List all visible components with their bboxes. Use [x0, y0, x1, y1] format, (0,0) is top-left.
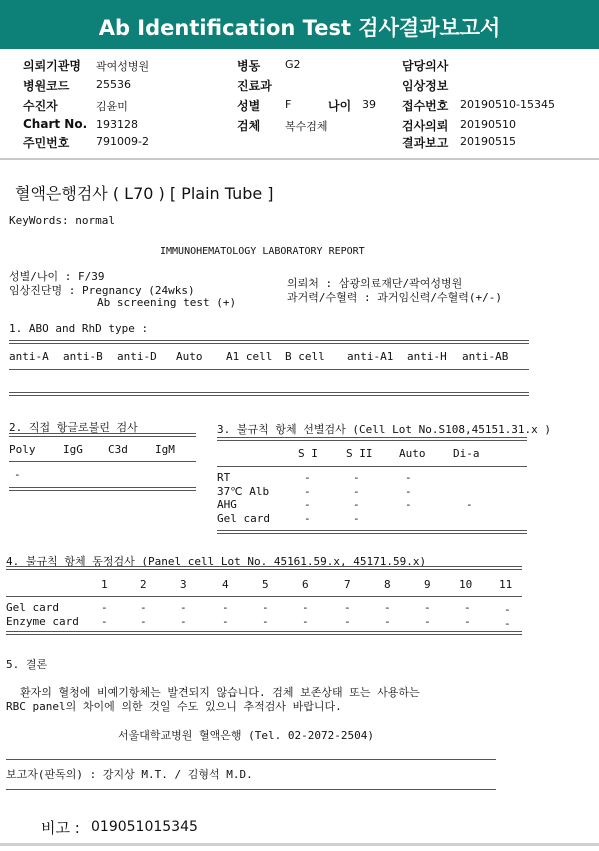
double-rule: [9, 340, 529, 344]
abo-header: anti-B: [63, 350, 103, 363]
clinical-diagnosis-2: Ab screening test (+): [97, 296, 237, 309]
single-rule: [217, 466, 527, 467]
panel-cell: -: [344, 615, 351, 628]
panel-header: 10: [459, 578, 473, 591]
header-value: 복수검체: [285, 120, 328, 133]
note-label: 비고 :: [41, 819, 80, 837]
screen-cell: -: [405, 498, 412, 511]
dat-header: Poly: [9, 443, 36, 456]
abo-header: anti-AB: [462, 350, 509, 363]
panel-row-label: Enzyme card: [6, 615, 79, 628]
screen-header: Auto: [399, 447, 426, 460]
panel-header: 3: [180, 578, 187, 591]
section1-title: 1. ABO and RhD type :: [9, 322, 149, 335]
sex-age: 성별/나이 : F/39: [9, 270, 105, 283]
panel-cell: -: [180, 615, 187, 628]
lab-report-title: IMMUNOHEMATOLOGY LABORATORY REPORT: [160, 246, 365, 257]
panel-cell: -: [262, 615, 269, 628]
screen-cell: -: [304, 498, 311, 511]
panel-cell: -: [464, 615, 471, 628]
panel-cell: -: [262, 601, 269, 614]
header-value: 20190510: [460, 118, 516, 131]
panel-header: 11: [499, 578, 513, 591]
panel-cell: -: [344, 601, 351, 614]
section4-title: 4. 불규칙 항체 동정검사 (Panel cell Lot No. 45161.59.x, 45171.59.x): [6, 555, 427, 568]
panel-cell: -: [464, 601, 471, 614]
panel-header: 1: [101, 578, 108, 591]
dat-header: IgM: [155, 443, 175, 456]
abo-header: A1 cell: [226, 350, 273, 363]
abo-header: B cell: [285, 350, 325, 363]
screen-row-label: AHG: [217, 498, 237, 511]
dat-value: -: [14, 468, 21, 481]
requester: 의뢰처 : 삼광의료재단/곽여성병원: [287, 277, 463, 290]
section2-title: 2. 직접 항글로불린 검사: [9, 421, 138, 434]
section3-title: 3. 불규칙 항체 선별검사 (Cell Lot No.S108,45151.31.x ): [217, 423, 552, 436]
header-label: 임상정보: [402, 79, 449, 93]
history: 과거력/수혈력 : 과거임신력/수혈력(+/-): [287, 291, 502, 304]
header-divider: [0, 158, 599, 160]
screen-cell: -: [353, 498, 360, 511]
hospital-contact: 서울대학교병원 혈액은행 (Tel. 02-2072-2504): [118, 729, 374, 742]
panel-cell: -: [140, 615, 147, 628]
abo-header: anti-A1: [347, 350, 394, 363]
screen-cell: -: [405, 471, 412, 484]
panel-cell: -: [302, 615, 309, 628]
single-rule: [6, 596, 522, 597]
header-label: 검사의뢰: [402, 119, 449, 133]
screen-cell: -: [353, 485, 360, 498]
header-label: 접수번호: [402, 99, 449, 113]
abo-header: anti-H: [407, 350, 447, 363]
footer-divider: [0, 843, 599, 846]
panel-cell: -: [424, 601, 431, 614]
panel-cell: -: [101, 601, 108, 614]
section5-title: 5. 결론: [6, 658, 48, 671]
panel-cell: -: [302, 601, 309, 614]
abo-header: Auto: [176, 350, 203, 363]
single-rule: [6, 789, 496, 790]
header-label: 병원코드: [23, 79, 70, 93]
header-value: 791009-2: [96, 135, 149, 148]
abo-header: anti-D: [117, 350, 157, 363]
screen-header: Di-a: [453, 447, 480, 460]
panel-row-label: Gel card: [6, 601, 59, 614]
panel-cell: -: [384, 615, 391, 628]
header-label: 의뢰기관명: [23, 59, 81, 73]
double-rule: [217, 437, 527, 441]
screen-cell: -: [353, 512, 360, 525]
header-value: 20190510-15345: [460, 98, 555, 111]
header-label: 수진자: [23, 99, 58, 113]
header-label: 병동: [237, 59, 261, 73]
panel-cell: -: [424, 615, 431, 628]
header-label: 성별: [237, 99, 261, 113]
screen-row-label: Gel card: [217, 512, 270, 525]
reporter: 보고자(판독의) : 강지상 M.T. / 김형석 M.D.: [6, 768, 253, 781]
screen-cell: -: [466, 498, 473, 511]
abo-header: anti-A: [9, 350, 49, 363]
panel-cell: -: [101, 615, 108, 628]
dat-header: C3d: [108, 443, 128, 456]
header-label: 결과보고: [402, 136, 449, 150]
test-title: 혈액은행검사 ( L70 ) [ Plain Tube ]: [15, 184, 274, 203]
header-label: 진료과: [237, 79, 272, 93]
clinical-diagnosis: 임상진단명 : Pregnancy (24wks): [9, 284, 195, 297]
header-label: 나이: [328, 99, 352, 113]
double-rule: [9, 487, 196, 491]
single-rule: [6, 759, 496, 760]
panel-header: 2: [140, 578, 147, 591]
header-value: G2: [285, 58, 301, 71]
panel-cell: -: [504, 617, 511, 630]
panel-cell: -: [384, 601, 391, 614]
double-rule: [9, 392, 529, 396]
double-rule: [6, 631, 522, 635]
panel-cell: -: [180, 601, 187, 614]
panel-header: 7: [344, 578, 351, 591]
note-value: 019051015345: [91, 819, 198, 835]
screen-row-label: 37℃ Alb: [217, 485, 270, 498]
single-rule: [9, 369, 529, 370]
panel-cell: -: [140, 601, 147, 614]
panel-cell: -: [504, 603, 511, 616]
panel-header: 9: [424, 578, 431, 591]
conclusion-line-2: RBC panel의 차이에 의한 것일 수도 있으니 추적검사 바랍니다.: [6, 700, 342, 713]
header-value: F: [285, 98, 292, 111]
panel-header: 6: [302, 578, 309, 591]
panel-header: 5: [262, 578, 269, 591]
screen-cell: -: [304, 471, 311, 484]
screen-cell: -: [304, 485, 311, 498]
panel-header: 8: [384, 578, 391, 591]
panel-cell: -: [222, 601, 229, 614]
dat-header: IgG: [63, 443, 83, 456]
header-value: 25536: [96, 78, 131, 91]
screen-cell: -: [304, 512, 311, 525]
keywords: KeyWords: normal: [9, 214, 115, 227]
header-value: 39: [362, 98, 376, 111]
header-value: 김윤미: [96, 100, 128, 113]
header-value: 193128: [96, 118, 138, 131]
single-rule: [9, 461, 196, 462]
screen-cell: -: [405, 485, 412, 498]
header-label: 주민번호: [23, 136, 70, 150]
report-title: Ab Identification Test 검사결과보고서: [98, 16, 501, 40]
header-label: 담당의사: [402, 59, 449, 73]
double-rule: [217, 530, 527, 534]
screen-header: S I: [298, 447, 318, 460]
double-rule: [9, 433, 196, 437]
header-label: 검체: [237, 119, 261, 133]
conclusion-line-1: 환자의 혈청에 비예기항체는 발견되지 않습니다. 검체 보존상태 또는 사용하는: [20, 686, 420, 699]
header-value: 곽여성병원: [96, 60, 150, 73]
panel-cell: -: [222, 615, 229, 628]
screen-header: S II: [346, 447, 373, 460]
header-label: Chart No.: [23, 117, 88, 131]
double-rule: [6, 566, 522, 570]
panel-header: 4: [222, 578, 229, 591]
screen-row-label: RT: [217, 471, 231, 484]
header-value: 20190515: [460, 135, 516, 148]
screen-cell: -: [353, 471, 360, 484]
